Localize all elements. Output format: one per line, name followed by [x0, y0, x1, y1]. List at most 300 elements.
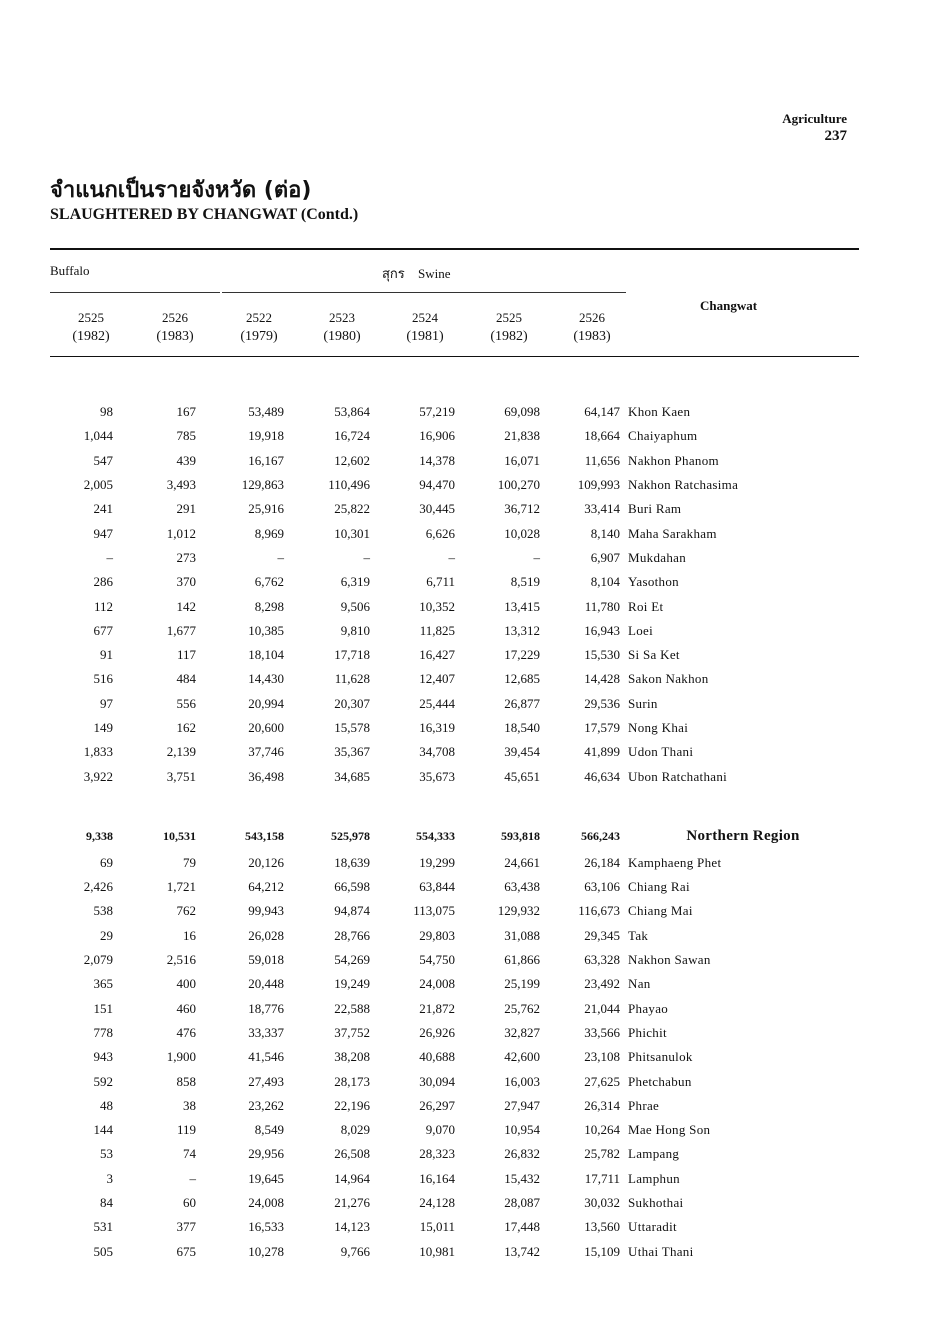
table-cell: 20,307 — [334, 695, 370, 711]
table-cell: 10,981 — [419, 1243, 455, 1259]
table-cell: 10,028 — [504, 525, 540, 541]
table-cell: 556 — [176, 695, 196, 711]
table-row — [50, 546, 858, 570]
table-cell: 9,506 — [340, 598, 370, 614]
table-cell: 34,708 — [419, 744, 455, 760]
changwat-name: Sakon Nakhon — [628, 671, 709, 687]
changwat-name: Tak — [628, 927, 649, 943]
table-cell: 15,530 — [584, 647, 620, 663]
table-cell: 18,664 — [584, 428, 620, 444]
table-cell: 10,278 — [248, 1243, 284, 1259]
table-cell: 34,685 — [334, 768, 370, 784]
column-year-be: 2522 — [246, 310, 272, 325]
table-title-thai: จำแนกเป็นรายจังหวัด (ต่อ) — [50, 178, 312, 203]
table-cell: 30,094 — [419, 1073, 455, 1089]
table-cell: 25,782 — [584, 1146, 620, 1162]
table-cell: 23,262 — [248, 1097, 284, 1113]
table-cell: 18,776 — [248, 1000, 284, 1016]
table-cell: 365 — [93, 976, 113, 992]
table-cell: – — [363, 549, 370, 565]
table-cell: 79 — [183, 854, 196, 870]
table-cell: 2,005 — [83, 477, 113, 493]
table-cell: 53 — [100, 1146, 113, 1162]
table-cell: 9,810 — [340, 622, 370, 638]
table-cell: 11,656 — [584, 452, 620, 468]
table-row — [50, 1094, 858, 1118]
table-cell: 25,822 — [334, 501, 370, 517]
table-cell: 64,147 — [584, 404, 620, 420]
table-cell: 3 — [106, 1170, 113, 1186]
table-cell: 84 — [100, 1195, 113, 1211]
region-total-row — [50, 823, 858, 851]
table-cell: – — [277, 549, 284, 565]
table-cell: 858 — [176, 1073, 196, 1089]
table-cell: 28,323 — [419, 1146, 455, 1162]
table-cell: 39,454 — [504, 744, 540, 760]
swine-group-label — [382, 263, 451, 284]
table-row — [50, 1118, 858, 1142]
table-cell: 1,833 — [83, 744, 113, 760]
table-row — [50, 875, 858, 899]
table-row — [50, 619, 858, 643]
table-title-english: SLAUGHTERED BY CHANGWAT (Contd.) — [50, 206, 359, 223]
table-cell: 74 — [183, 1146, 196, 1162]
table-cell: 593,818 — [501, 829, 540, 844]
table-row — [50, 667, 858, 691]
table-cell: 110,496 — [328, 477, 370, 493]
table-row — [50, 716, 858, 740]
column-year-ce: (1980) — [323, 329, 361, 344]
table-cell: 20,126 — [248, 854, 284, 870]
table-cell: 19,645 — [248, 1170, 284, 1186]
table-cell: 762 — [176, 903, 196, 919]
table-cell: 2,426 — [83, 879, 113, 895]
table-cell: 26,877 — [504, 695, 540, 711]
table-cell: 6,762 — [254, 574, 284, 590]
table-cell: 17,711 — [584, 1170, 620, 1186]
table-cell: 16,724 — [334, 428, 370, 444]
column-header — [140, 308, 210, 346]
table-cell: 26,832 — [504, 1146, 540, 1162]
slaughter-table — [50, 400, 858, 1264]
table-cell: 28,087 — [504, 1195, 540, 1211]
column-header — [557, 308, 627, 346]
table-cell: 25,762 — [504, 1000, 540, 1016]
table-cell: 12,685 — [504, 671, 540, 687]
table-cell: 29,956 — [248, 1146, 284, 1162]
table-cell: 505 — [93, 1243, 113, 1259]
table-cell: 6,319 — [340, 574, 370, 590]
table-cell: 63,106 — [584, 879, 620, 895]
table-cell: 109,993 — [577, 477, 620, 493]
table-cell: 9,338 — [86, 829, 113, 844]
buffalo-subrule — [50, 292, 220, 293]
swine-subrule — [222, 292, 626, 293]
table-row — [50, 400, 858, 424]
column-year-ce: (1982) — [490, 329, 528, 344]
table-cell: 69 — [100, 854, 113, 870]
changwat-name: Uthai Thani — [628, 1243, 694, 1259]
table-cell: 15,011 — [419, 1219, 455, 1235]
table-cell: 14,378 — [419, 452, 455, 468]
changwat-name: Mae Hong Son — [628, 1122, 711, 1138]
changwat-name: Phitsanulok — [628, 1049, 693, 1065]
table-cell: 23,108 — [584, 1049, 620, 1065]
table-cell: 69,098 — [504, 404, 540, 420]
table-cell: 25,199 — [504, 976, 540, 992]
changwat-name: Northern Region — [686, 828, 800, 845]
table-cell: 677 — [93, 622, 113, 638]
table-cell: 16,427 — [419, 647, 455, 663]
table-cell: – — [189, 1170, 196, 1186]
table-cell: 14,964 — [334, 1170, 370, 1186]
table-cell: 13,560 — [584, 1219, 620, 1235]
changwat-name: Roi Et — [628, 598, 664, 614]
column-header — [224, 308, 294, 346]
table-row — [50, 473, 858, 497]
changwat-name: Sukhothai — [628, 1195, 684, 1211]
changwat-name: Uttaradit — [628, 1219, 677, 1235]
table-cell: 516 — [93, 671, 113, 687]
changwat-name: Surin — [628, 695, 658, 711]
changwat-name: Nakhon Sawan — [628, 952, 711, 968]
table-cell: 28,766 — [334, 927, 370, 943]
table-cell: 32,827 — [504, 1024, 540, 1040]
table-cell: 35,673 — [419, 768, 455, 784]
table-cell: 11,825 — [419, 622, 455, 638]
table-cell: 38,208 — [334, 1049, 370, 1065]
table-cell: 26,297 — [419, 1097, 455, 1113]
table-cell: 33,414 — [584, 501, 620, 517]
table-cell: 484 — [176, 671, 196, 687]
table-cell: 9,070 — [425, 1122, 455, 1138]
table-cell: 241 — [93, 501, 113, 517]
table-cell: 273 — [176, 549, 196, 565]
table-cell: 943 — [93, 1049, 113, 1065]
table-row — [50, 497, 858, 521]
table-cell: 29 — [100, 927, 113, 943]
changwat-name: Maha Sarakham — [628, 525, 717, 541]
table-cell: 21,276 — [334, 1195, 370, 1211]
table-cell: 370 — [176, 574, 196, 590]
changwat-name: Nan — [628, 976, 651, 992]
spacer-row — [50, 789, 858, 823]
table-cell: 100,270 — [497, 477, 540, 493]
column-year-ce: (1981) — [406, 329, 444, 344]
table-cell: 162 — [176, 720, 196, 735]
table-cell: 16,943 — [584, 622, 620, 638]
table-cell: 10,531 — [163, 829, 196, 844]
table-cell: 566,243 — [581, 829, 620, 844]
table-cell: 14,428 — [584, 671, 620, 687]
table-cell: 525,978 — [331, 829, 370, 844]
table-cell: 26,508 — [334, 1146, 370, 1162]
table-row — [50, 570, 858, 594]
table-cell: 98 — [100, 404, 113, 420]
table-cell: 29,536 — [584, 695, 620, 711]
table-cell: 10,954 — [504, 1122, 540, 1138]
changwat-name: Kamphaeng Phet — [628, 854, 722, 870]
table-row — [50, 643, 858, 667]
table-cell: 8,969 — [254, 525, 284, 541]
changwat-name: Nakhon Phanom — [628, 452, 719, 468]
table-cell: 59,018 — [248, 952, 284, 968]
table-row — [50, 851, 858, 875]
table-row — [50, 1142, 858, 1166]
table-cell: 97 — [100, 695, 113, 711]
table-cell: 15,432 — [504, 1170, 540, 1186]
table-row — [50, 424, 858, 448]
table-cell: 30,445 — [419, 501, 455, 517]
changwat-name: Nakhon Ratchasima — [628, 477, 739, 493]
table-cell: 6,907 — [590, 549, 620, 565]
table-cell: 8,104 — [590, 574, 620, 590]
table-cell: 24,008 — [248, 1195, 284, 1211]
table-row — [50, 972, 858, 996]
table-row — [50, 1021, 858, 1045]
table-cell: 144 — [93, 1122, 113, 1138]
table-cell: 13,742 — [504, 1243, 540, 1259]
table-cell: 1,721 — [166, 879, 196, 895]
table-cell: 16,533 — [248, 1219, 284, 1235]
table-row — [50, 764, 858, 788]
table-row — [50, 924, 858, 948]
table-cell: 24,008 — [419, 976, 455, 992]
table-cell: 17,718 — [334, 647, 370, 663]
table-cell: 1,012 — [166, 525, 196, 541]
table-cell: 117 — [176, 647, 196, 663]
table-cell: 42,600 — [504, 1049, 540, 1065]
table-cell: 18,104 — [248, 647, 284, 663]
table-cell: 16 — [183, 927, 196, 943]
table-cell: 53,489 — [248, 404, 284, 420]
table-cell: 94,874 — [334, 903, 370, 919]
table-cell: 99,943 — [248, 903, 284, 919]
table-cell: 22,196 — [334, 1097, 370, 1113]
table-cell: 129,863 — [241, 477, 284, 493]
table-cell: 37,752 — [334, 1024, 370, 1040]
changwat-name: Khon Kaen — [628, 404, 691, 420]
table-cell: 3,922 — [83, 768, 113, 784]
column-year-ce: (1979) — [240, 329, 278, 344]
table-cell: 20,448 — [248, 976, 284, 992]
table-cell: 45,651 — [504, 768, 540, 784]
changwat-name: Nong Khai — [628, 720, 689, 735]
table-cell: 21,872 — [419, 1000, 455, 1016]
page-number: 237 — [824, 128, 847, 144]
table-cell: 592 — [93, 1073, 113, 1089]
table-cell: 31,088 — [504, 927, 540, 943]
changwat-name: Chiang Rai — [628, 879, 690, 895]
table-cell: 16,319 — [419, 720, 455, 735]
table-cell: 531 — [93, 1219, 113, 1235]
table-cell: 66,598 — [334, 879, 370, 895]
table-cell: 54,269 — [334, 952, 370, 968]
column-year-ce: (1983) — [573, 329, 611, 344]
table-cell: 26,184 — [584, 854, 620, 870]
column-year-be: 2526 — [579, 310, 605, 325]
table-cell: 10,352 — [419, 598, 455, 614]
table-cell: 36,712 — [504, 501, 540, 517]
table-cell: 37,746 — [248, 744, 284, 760]
table-cell: 11,780 — [584, 598, 620, 614]
table-cell: 10,385 — [248, 622, 284, 638]
column-header — [390, 308, 460, 346]
table-cell: 8,298 — [254, 598, 284, 614]
table-cell: 377 — [176, 1219, 196, 1235]
table-cell: 112 — [93, 598, 113, 614]
changwat-name: Loei — [628, 622, 654, 638]
table-row — [50, 1240, 858, 1264]
table-cell: 16,071 — [504, 452, 540, 468]
table-row — [50, 997, 858, 1021]
table-cell: 64,212 — [248, 879, 284, 895]
table-row — [50, 521, 858, 545]
changwat-name: Chiang Mai — [628, 903, 693, 919]
table-cell: 21,838 — [504, 428, 540, 444]
table-cell: 16,167 — [248, 452, 284, 468]
changwat-column-header: Changwat — [700, 298, 758, 313]
table-cell: 18,639 — [334, 854, 370, 870]
table-cell: 16,906 — [419, 428, 455, 444]
table-cell: 291 — [176, 501, 196, 517]
table-cell: 26,314 — [584, 1097, 620, 1113]
table-cell: 22,588 — [334, 1000, 370, 1016]
column-header — [56, 308, 126, 346]
table-cell: 27,625 — [584, 1073, 620, 1089]
table-cell: 8,549 — [254, 1122, 284, 1138]
table-cell: 17,448 — [504, 1219, 540, 1235]
table-row — [50, 948, 858, 972]
column-year-be: 2525 — [496, 310, 522, 325]
table-row — [50, 449, 858, 473]
table-cell: 675 — [176, 1243, 196, 1259]
column-year-be: 2525 — [78, 310, 104, 325]
section-title: Agriculture — [782, 111, 847, 126]
column-header — [307, 308, 377, 346]
table-cell: 10,264 — [584, 1122, 620, 1138]
table-row — [50, 1045, 858, 1069]
table-cell: 119 — [176, 1122, 196, 1138]
table-cell: 113,075 — [413, 903, 455, 919]
column-year-be: 2526 — [162, 310, 188, 325]
table-cell: 30,032 — [584, 1195, 620, 1211]
table-cell: 57,219 — [419, 404, 455, 420]
changwat-name: Lamphun — [628, 1170, 680, 1186]
table-cell: 25,444 — [419, 695, 455, 711]
table-cell: 142 — [176, 598, 196, 614]
table-cell: 286 — [93, 574, 113, 590]
changwat-name: Ubon Ratchathani — [628, 768, 728, 784]
table-cell: 538 — [93, 903, 113, 919]
table-cell: – — [448, 549, 455, 565]
table-cell: 15,109 — [584, 1243, 620, 1259]
table-row — [50, 740, 858, 764]
table-cell: 48 — [100, 1097, 113, 1113]
table-cell: 129,932 — [497, 903, 540, 919]
table-cell: 543,158 — [245, 829, 284, 844]
table-cell: 63,328 — [584, 952, 620, 968]
table-cell: 14,123 — [334, 1219, 370, 1235]
changwat-name: Phrae — [628, 1097, 660, 1113]
table-cell: 547 — [93, 452, 113, 468]
table-cell: 41,899 — [584, 744, 620, 760]
changwat-name: Si Sa Ket — [628, 647, 680, 663]
table-cell: 6,711 — [426, 574, 455, 590]
column-header — [474, 308, 544, 346]
table-cell: 8,519 — [510, 574, 540, 590]
table-cell: 1,677 — [166, 622, 196, 638]
table-cell: 20,600 — [248, 720, 284, 735]
table-cell: 19,918 — [248, 428, 284, 444]
column-year-be: 2523 — [329, 310, 355, 325]
table-cell: 91 — [100, 647, 113, 663]
table-cell: 27,947 — [504, 1097, 540, 1113]
table-cell: 3,493 — [166, 477, 196, 493]
table-cell: 26,028 — [248, 927, 284, 943]
table-cell: 2,079 — [83, 952, 113, 968]
table-cell: 26,926 — [419, 1024, 455, 1040]
table-cell: – — [533, 549, 540, 565]
table-cell: 2,516 — [166, 952, 196, 968]
column-year-ce: (1982) — [72, 329, 110, 344]
table-cell: 17,229 — [504, 647, 540, 663]
table-cell: 15,578 — [334, 720, 370, 735]
table-cell: 29,803 — [419, 927, 455, 943]
changwat-name: Yasothon — [628, 574, 679, 590]
top-rule — [50, 248, 859, 250]
table-cell: 476 — [176, 1024, 196, 1040]
table-cell: 63,438 — [504, 879, 540, 895]
table-cell: 60 — [183, 1195, 196, 1211]
table-cell: 24,128 — [419, 1195, 455, 1211]
table-cell: 17,579 — [584, 720, 620, 735]
table-cell: 14,430 — [248, 671, 284, 687]
table-cell: 63,844 — [419, 879, 455, 895]
table-cell: 151 — [93, 1000, 113, 1016]
header-rule — [50, 356, 859, 357]
table-cell: 40,688 — [419, 1049, 455, 1065]
table-row — [50, 1215, 858, 1239]
table-cell: 23,492 — [584, 976, 620, 992]
column-year-ce: (1983) — [156, 329, 194, 344]
table-cell: 54,750 — [419, 952, 455, 968]
table-cell: 12,602 — [334, 452, 370, 468]
table-cell: 460 — [176, 1000, 196, 1016]
table-cell: 11,628 — [334, 671, 370, 687]
table-cell: 29,345 — [584, 927, 620, 943]
table-cell: 13,312 — [504, 622, 540, 638]
table-cell: 33,566 — [584, 1024, 620, 1040]
changwat-name: Buri Ram — [628, 501, 682, 517]
table-cell: 19,249 — [334, 976, 370, 992]
table-cell: 116,673 — [578, 903, 620, 919]
table-cell: 53,864 — [334, 404, 370, 420]
table-cell: 20,994 — [248, 695, 284, 711]
table-cell: 16,164 — [419, 1170, 455, 1186]
table-cell: 36,498 — [248, 768, 284, 784]
table-cell: 94,470 — [419, 477, 455, 493]
table-row — [50, 1069, 858, 1093]
table-cell: 18,540 — [504, 720, 540, 735]
table-cell: 554,333 — [416, 829, 455, 844]
table-cell: 947 — [93, 525, 113, 541]
changwat-name: Lampang — [628, 1146, 680, 1162]
table-cell: 38 — [183, 1097, 196, 1113]
table-cell: 27,493 — [248, 1073, 284, 1089]
table-cell: 3,751 — [166, 768, 196, 784]
column-year-be: 2524 — [412, 310, 438, 325]
